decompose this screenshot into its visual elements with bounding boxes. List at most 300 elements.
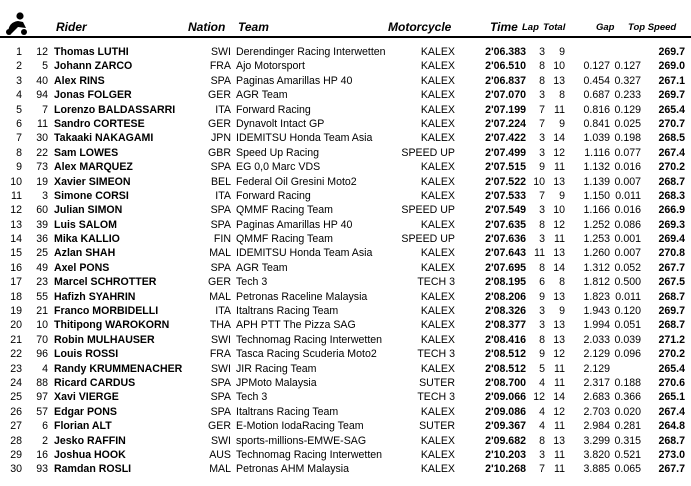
table-row [0, 304, 691, 318]
gap-previous-cell: 0.500 [614, 276, 641, 289]
total-laps-cell: 13 [553, 333, 565, 346]
position-cell: 8 [16, 146, 22, 159]
rider-name-cell: Thitipong WAROKORN [54, 319, 170, 332]
rider-number-cell: 12 [36, 46, 48, 58]
lap-time-cell: 2'08.195 [485, 276, 526, 289]
nation-cell: FRA [209, 348, 231, 361]
position-cell: 29 [10, 448, 22, 461]
motorcycle-cell: TECH 3 [417, 276, 455, 289]
top-speed-cell: 267.7 [658, 463, 685, 476]
gap-previous-cell: 0.198 [614, 132, 641, 145]
gap-first-cell: 3.820 [583, 448, 610, 461]
rider-name-cell: Xavi VIERGE [54, 391, 119, 404]
rider-number-cell: 25 [36, 247, 48, 260]
motorcycle-cell: KALEX [420, 362, 455, 375]
lap-time-cell: 2'07.643 [485, 247, 526, 260]
lap-column-header: Lap [522, 22, 539, 33]
rider-name-cell: Jonas FOLGER [54, 89, 132, 102]
gap-first-cell: 2.703 [583, 405, 610, 418]
position-cell: 12 [10, 204, 22, 217]
total-laps-cell: 13 [553, 434, 565, 447]
rider-name-cell: Louis ROSSI [54, 348, 119, 361]
gap-first-cell: 3.299 [583, 434, 610, 447]
gap-previous-cell: 0.281 [614, 420, 641, 433]
gap-first-cell: 2.317 [583, 376, 610, 389]
lap-time-cell: 2'08.416 [485, 333, 526, 346]
motorcycle-cell: KALEX [420, 175, 455, 188]
gap-previous-cell: 0.521 [614, 448, 641, 461]
rider-name-cell: Alex MARQUEZ [54, 161, 133, 174]
top-speed-cell: 270.7 [658, 117, 685, 130]
best-lap-cell: 7 [539, 103, 545, 116]
nation-cell: GER [208, 117, 231, 130]
gap-previous-cell: 0.127 [614, 60, 641, 73]
top-speed-cell: 267.4 [658, 146, 685, 159]
gap-previous-cell: 0.086 [614, 218, 641, 231]
lap-time-cell: 2'07.515 [485, 161, 526, 174]
gap-previous-cell: 0.129 [614, 103, 641, 116]
motorcycle-cell: KALEX [420, 117, 455, 130]
total-laps-cell: 12 [553, 218, 565, 231]
nation-cell: MAL [209, 290, 231, 303]
table-row [0, 261, 691, 275]
rider-number-cell: 96 [36, 348, 48, 361]
gap-first-cell: 1.812 [583, 276, 610, 289]
best-lap-cell: 8 [539, 60, 545, 73]
team-cell: JPMoto Malaysia [236, 376, 317, 389]
rider-number-cell: 11 [37, 117, 48, 130]
gap-first-cell: 1.943 [583, 305, 610, 318]
results-table [0, 45, 691, 477]
table-row [0, 45, 691, 59]
best-lap-cell: 5 [539, 362, 545, 375]
position-cell: 4 [16, 89, 22, 102]
top-speed-cell: 267.4 [658, 405, 685, 418]
gap-column-header: Gap [596, 22, 615, 33]
total-laps-cell: 9 [559, 189, 565, 202]
team-cell: QMMF Racing Team [236, 233, 333, 246]
top-speed-cell: 268.7 [658, 434, 685, 447]
rider-number-cell: 19 [36, 175, 48, 188]
rider-number-cell: 55 [36, 290, 48, 303]
rider-number-cell: 7 [42, 103, 48, 116]
gap-previous-cell: 0.065 [614, 463, 641, 476]
motorcycle-cell: KALEX [420, 103, 455, 116]
total-laps-cell: 14 [553, 391, 565, 404]
gap-first-cell: 2.129 [583, 348, 610, 361]
total-laps-cell: 11 [554, 103, 565, 116]
top-speed-cell: 270.6 [658, 376, 685, 389]
motorcycle-cell: SUTER [419, 420, 455, 433]
rider-name-cell: Joshua HOOK [54, 448, 126, 461]
table-row [0, 419, 691, 433]
rider-name-cell: Ricard CARDUS [54, 376, 136, 389]
motorcycle-cell: SPEED UP [401, 233, 455, 246]
rider-name-cell: Robin MULHAUSER [54, 333, 155, 346]
gap-first-cell: 1.132 [583, 161, 610, 174]
gap-previous-cell: 0.007 [614, 247, 641, 260]
rider-name-cell: Xavier SIMEON [54, 175, 131, 188]
total-laps-cell: 14 [553, 261, 565, 274]
table-row [0, 376, 691, 390]
gap-first-cell: 1.139 [583, 175, 610, 188]
top-speed-cell: 270.2 [658, 161, 685, 174]
best-lap-cell: 10 [533, 175, 545, 188]
rider-number-cell: 5 [42, 60, 48, 73]
gap-previous-cell: 0.025 [614, 117, 641, 130]
rider-name-cell: Axel PONS [54, 261, 110, 274]
gap-previous-cell: 0.052 [614, 261, 641, 274]
total-laps-cell: 11 [554, 161, 565, 174]
rider-name-cell: Hafizh SYAHRIN [54, 290, 136, 303]
nation-cell: GER [208, 276, 231, 289]
position-cell: 27 [10, 420, 22, 433]
total-laps-cell: 10 [553, 60, 565, 73]
total-laps-cell: 11 [554, 376, 565, 389]
nation-cell: BEL [210, 175, 231, 188]
table-row [0, 362, 691, 376]
table-row [0, 448, 691, 462]
total-laps-cell: 11 [554, 362, 565, 375]
nation-column-header: Nation [188, 20, 226, 34]
team-cell: Petronas Raceline Malaysia [236, 290, 368, 303]
nation-cell: SPA [210, 376, 231, 389]
top-speed-cell: 267.7 [658, 261, 685, 274]
gap-previous-cell: 0.077 [614, 146, 641, 159]
lap-time-cell: 2'07.549 [485, 204, 526, 217]
position-cell: 5 [16, 103, 22, 116]
gap-first-cell: 1.252 [583, 218, 610, 231]
best-lap-cell: 7 [539, 117, 545, 130]
table-row [0, 131, 691, 145]
table-row [0, 203, 691, 217]
position-cell: 28 [10, 434, 22, 447]
table-row [0, 347, 691, 361]
motorcycle-cell: KALEX [420, 463, 455, 476]
lap-time-cell: 2'06.383 [485, 46, 526, 58]
lap-time-cell: 2'09.682 [485, 434, 526, 447]
gap-previous-cell: 0.366 [614, 391, 641, 404]
table-row [0, 390, 691, 404]
table-row [0, 117, 691, 131]
team-cell: Technomag Racing Interwetten [236, 333, 383, 346]
rider-column-header: Rider [56, 20, 87, 34]
total-laps-cell: 11 [554, 448, 565, 461]
motorcycle-cell: KALEX [420, 405, 455, 418]
position-cell: 2 [16, 60, 22, 73]
top-speed-cell: 267.1 [658, 74, 685, 87]
team-cell: Dynavolt Intact GP [236, 117, 325, 130]
rider-name-cell: Takaaki NAKAGAMI [54, 132, 154, 145]
motorcycle-cell: KALEX [420, 89, 455, 102]
gap-previous-cell: 0.011 [615, 290, 641, 303]
nation-cell: MAL [209, 247, 231, 260]
rider-number-cell: 36 [36, 233, 48, 246]
nation-cell: FRA [209, 60, 231, 73]
rider-number-cell: 3 [42, 189, 48, 202]
position-cell: 1 [16, 46, 22, 58]
nation-cell: JPN [210, 132, 231, 145]
team-cell: EG 0,0 Marc VDS [236, 161, 321, 174]
motorcycle-cell: KALEX [420, 218, 455, 231]
best-lap-cell: 4 [539, 376, 545, 389]
team-cell: Technomag Racing Interwetten [236, 448, 383, 461]
team-cell: JIR Racing Team [236, 362, 317, 375]
position-cell: 30 [10, 463, 22, 476]
total-laps-cell: 14 [553, 132, 565, 145]
nation-cell: FIN [213, 233, 231, 246]
rider-number-cell: 73 [36, 161, 48, 174]
nation-cell: SWI [210, 362, 231, 375]
top-speed-cell: 270.8 [658, 247, 685, 260]
motorcycle-cell: KALEX [420, 247, 455, 260]
gap-first-cell: 2.033 [583, 333, 610, 346]
best-lap-cell: 12 [533, 391, 545, 404]
table-header [0, 12, 691, 38]
table-row [0, 103, 691, 117]
position-cell: 17 [10, 276, 22, 289]
nation-cell: ITA [215, 189, 231, 202]
table-row [0, 175, 691, 189]
position-cell: 15 [10, 247, 22, 260]
top-speed-cell: 268.3 [658, 189, 685, 202]
position-cell: 25 [10, 391, 22, 404]
rider-name-cell: Thomas LUTHI [54, 46, 129, 58]
rider-number-cell: 57 [36, 405, 48, 418]
top-speed-cell: 268.7 [658, 175, 685, 188]
lap-time-cell: 2'07.199 [485, 103, 526, 116]
gap-first-cell: 2.984 [583, 420, 610, 433]
table-row [0, 405, 691, 419]
team-cell: Tasca Racing Scuderia Moto2 [236, 348, 377, 361]
nation-cell: ITA [215, 103, 231, 116]
position-cell: 7 [16, 132, 22, 145]
team-cell: AGR Team [236, 89, 288, 102]
rider-number-cell: 70 [36, 333, 48, 346]
nation-cell: GER [208, 89, 231, 102]
gap-first-cell: 1.150 [583, 189, 610, 202]
total-laps-cell: 11 [554, 463, 565, 476]
nation-cell: ITA [215, 305, 231, 318]
lap-time-cell: 2'08.700 [485, 376, 526, 389]
table-row [0, 88, 691, 102]
motorcycle-cell: SPEED UP [401, 146, 455, 159]
rider-name-cell: Edgar PONS [54, 405, 117, 418]
nation-cell: SPA [210, 74, 231, 87]
rider-name-cell: Ramdan ROSLI [54, 463, 132, 476]
position-cell: 18 [10, 290, 22, 303]
motorcycle-cell: KALEX [420, 448, 455, 461]
nation-cell: THA [209, 319, 231, 332]
total-column-header: Total [543, 22, 566, 33]
rider-name-cell: Mika KALLIO [54, 233, 120, 246]
motorcycle-cell: KALEX [420, 261, 455, 274]
gap-first-cell: 1.823 [583, 290, 610, 303]
position-cell: 11 [11, 189, 22, 202]
best-lap-cell: 3 [539, 305, 545, 318]
gap-first-cell: 2.129 [583, 362, 610, 375]
table-row [0, 146, 691, 160]
table-row [0, 189, 691, 203]
top-speed-cell: 268.7 [658, 290, 685, 303]
table-row [0, 434, 691, 448]
gap-previous-cell: 0.315 [614, 434, 641, 447]
table-row [0, 290, 691, 304]
motorcycle-cell: SPEED UP [401, 204, 455, 217]
best-lap-cell: 3 [539, 46, 545, 58]
total-laps-cell: 8 [559, 276, 565, 289]
gap-previous-cell: 0.001 [614, 233, 641, 246]
lap-time-cell: 2'07.636 [485, 233, 526, 246]
rider-number-cell: 94 [36, 89, 48, 102]
total-laps-cell: 9 [559, 117, 565, 130]
position-cell: 26 [10, 405, 22, 418]
best-lap-cell: 3 [539, 132, 545, 145]
total-laps-cell: 13 [553, 290, 565, 303]
total-laps-cell: 13 [553, 175, 565, 188]
table-row [0, 462, 691, 476]
team-cell: Tech 3 [236, 276, 268, 289]
motorcycle-cell: KALEX [420, 319, 455, 332]
gap-previous-cell: 0.039 [614, 333, 641, 346]
best-lap-cell: 9 [539, 290, 545, 303]
rider-name-cell: Sam LOWES [54, 146, 119, 159]
gap-first-cell: 0.816 [583, 103, 610, 116]
top-speed-cell: 268.7 [658, 319, 685, 332]
rider-number-cell: 93 [36, 463, 48, 476]
gap-previous-cell: 0.016 [614, 204, 641, 217]
rider-number-cell: 21 [36, 305, 48, 318]
best-lap-cell: 4 [539, 420, 545, 433]
position-cell: 13 [10, 218, 22, 231]
gap-first-cell: 0.127 [583, 60, 610, 73]
top-speed-cell: 270.2 [658, 348, 685, 361]
top-speed-cell: 273.0 [658, 448, 685, 461]
gap-previous-cell: 0.051 [614, 319, 641, 332]
best-lap-cell: 8 [539, 261, 545, 274]
top-speed-cell: 264.8 [658, 420, 685, 433]
lap-time-cell: 2'08.512 [485, 348, 526, 361]
team-cell: Italtrans Racing Team [236, 405, 339, 418]
motorcycle-cell: KALEX [420, 46, 455, 58]
best-lap-cell: 3 [539, 448, 545, 461]
table-row [0, 275, 691, 289]
best-lap-cell: 9 [539, 348, 545, 361]
gap-previous-cell: 0.016 [614, 161, 641, 174]
top-speed-cell: 265.1 [658, 391, 685, 404]
team-cell: IDEMITSU Honda Team Asia [236, 132, 373, 145]
table-row [0, 318, 691, 332]
table-row [0, 232, 691, 246]
position-cell: 14 [10, 233, 22, 246]
gap-first-cell: 1.039 [583, 132, 610, 145]
top-speed-column-header: Top Speed [628, 22, 677, 33]
position-cell: 23 [10, 362, 22, 375]
rider-number-cell: 49 [36, 261, 48, 274]
team-cell: Italtrans Racing Team [236, 305, 339, 318]
nation-cell: GER [208, 420, 231, 433]
table-row [0, 59, 691, 73]
motorcycle-cell: KALEX [420, 333, 455, 346]
top-speed-cell: 271.2 [658, 333, 685, 346]
top-speed-cell: 265.4 [658, 103, 685, 116]
top-speed-cell: 267.5 [658, 276, 685, 289]
rider-name-cell: Alex RINS [54, 74, 105, 87]
nation-cell: SPA [210, 204, 231, 217]
gap-first-cell: 1.116 [584, 146, 610, 159]
rider-number-cell: 40 [36, 74, 48, 87]
top-speed-cell: 269.7 [658, 46, 685, 58]
gap-first-cell: 1.260 [583, 247, 610, 260]
time-column-header: Time [490, 20, 518, 34]
lap-time-cell: 2'07.533 [485, 189, 526, 202]
position-cell: 16 [10, 261, 22, 274]
nation-cell: SWI [210, 333, 231, 346]
nation-cell: AUS [209, 448, 231, 461]
rider-number-cell: 30 [36, 132, 48, 145]
top-speed-cell: 269.4 [658, 233, 685, 246]
gap-previous-cell: 0.020 [614, 405, 641, 418]
total-laps-cell: 11 [554, 233, 565, 246]
lap-time-cell: 2'07.499 [485, 146, 526, 159]
rider-name-cell: Randy KRUMMENACHER [54, 362, 183, 375]
best-lap-cell: 7 [539, 189, 545, 202]
position-cell: 20 [10, 319, 22, 332]
lap-time-cell: 2'06.510 [485, 60, 526, 73]
total-laps-cell: 12 [553, 348, 565, 361]
motorcycle-rider-icon [2, 12, 30, 36]
nation-cell: GBR [208, 146, 231, 159]
table-row [0, 333, 691, 347]
best-lap-cell: 4 [539, 405, 545, 418]
team-cell: IDEMITSU Honda Team Asia [236, 247, 373, 260]
best-lap-cell: 3 [539, 319, 545, 332]
nation-cell: SWI [210, 46, 231, 58]
rider-name-cell: Sandro CORTESE [54, 117, 145, 130]
best-lap-cell: 8 [539, 333, 545, 346]
team-cell: Paginas Amarillas HP 40 [236, 74, 353, 87]
motorcycle-cell: SUTER [419, 376, 455, 389]
team-cell: Speed Up Racing [236, 146, 320, 159]
best-lap-cell: 9 [539, 161, 545, 174]
team-cell: Forward Racing [236, 103, 311, 116]
best-lap-cell: 3 [539, 204, 545, 217]
lap-time-cell: 2'06.837 [485, 74, 526, 87]
motorcycle-cell: KALEX [420, 290, 455, 303]
gap-previous-cell: 0.327 [614, 74, 641, 87]
top-speed-cell: 265.4 [658, 362, 685, 375]
best-lap-cell: 3 [539, 146, 545, 159]
gap-first-cell: 1.994 [583, 319, 610, 332]
total-laps-cell: 13 [553, 319, 565, 332]
gap-previous-cell: 0.120 [614, 305, 641, 318]
best-lap-cell: 3 [539, 89, 545, 102]
motorcycle-cell: KALEX [420, 74, 455, 87]
nation-cell: MAL [209, 463, 231, 476]
motorcycle-cell: KALEX [420, 60, 455, 73]
best-lap-cell: 8 [539, 434, 545, 447]
best-lap-cell: 8 [539, 218, 545, 231]
team-cell: Tech 3 [236, 391, 268, 404]
top-speed-cell: 269.3 [658, 218, 685, 231]
total-laps-cell: 8 [559, 89, 565, 102]
rider-number-cell: 60 [36, 204, 48, 217]
rider-name-cell: Julian SIMON [54, 204, 123, 217]
best-lap-cell: 7 [539, 463, 545, 476]
lap-time-cell: 2'08.377 [485, 319, 526, 332]
total-laps-cell: 10 [553, 204, 565, 217]
rider-name-cell: Franco MORBIDELLI [54, 305, 159, 318]
